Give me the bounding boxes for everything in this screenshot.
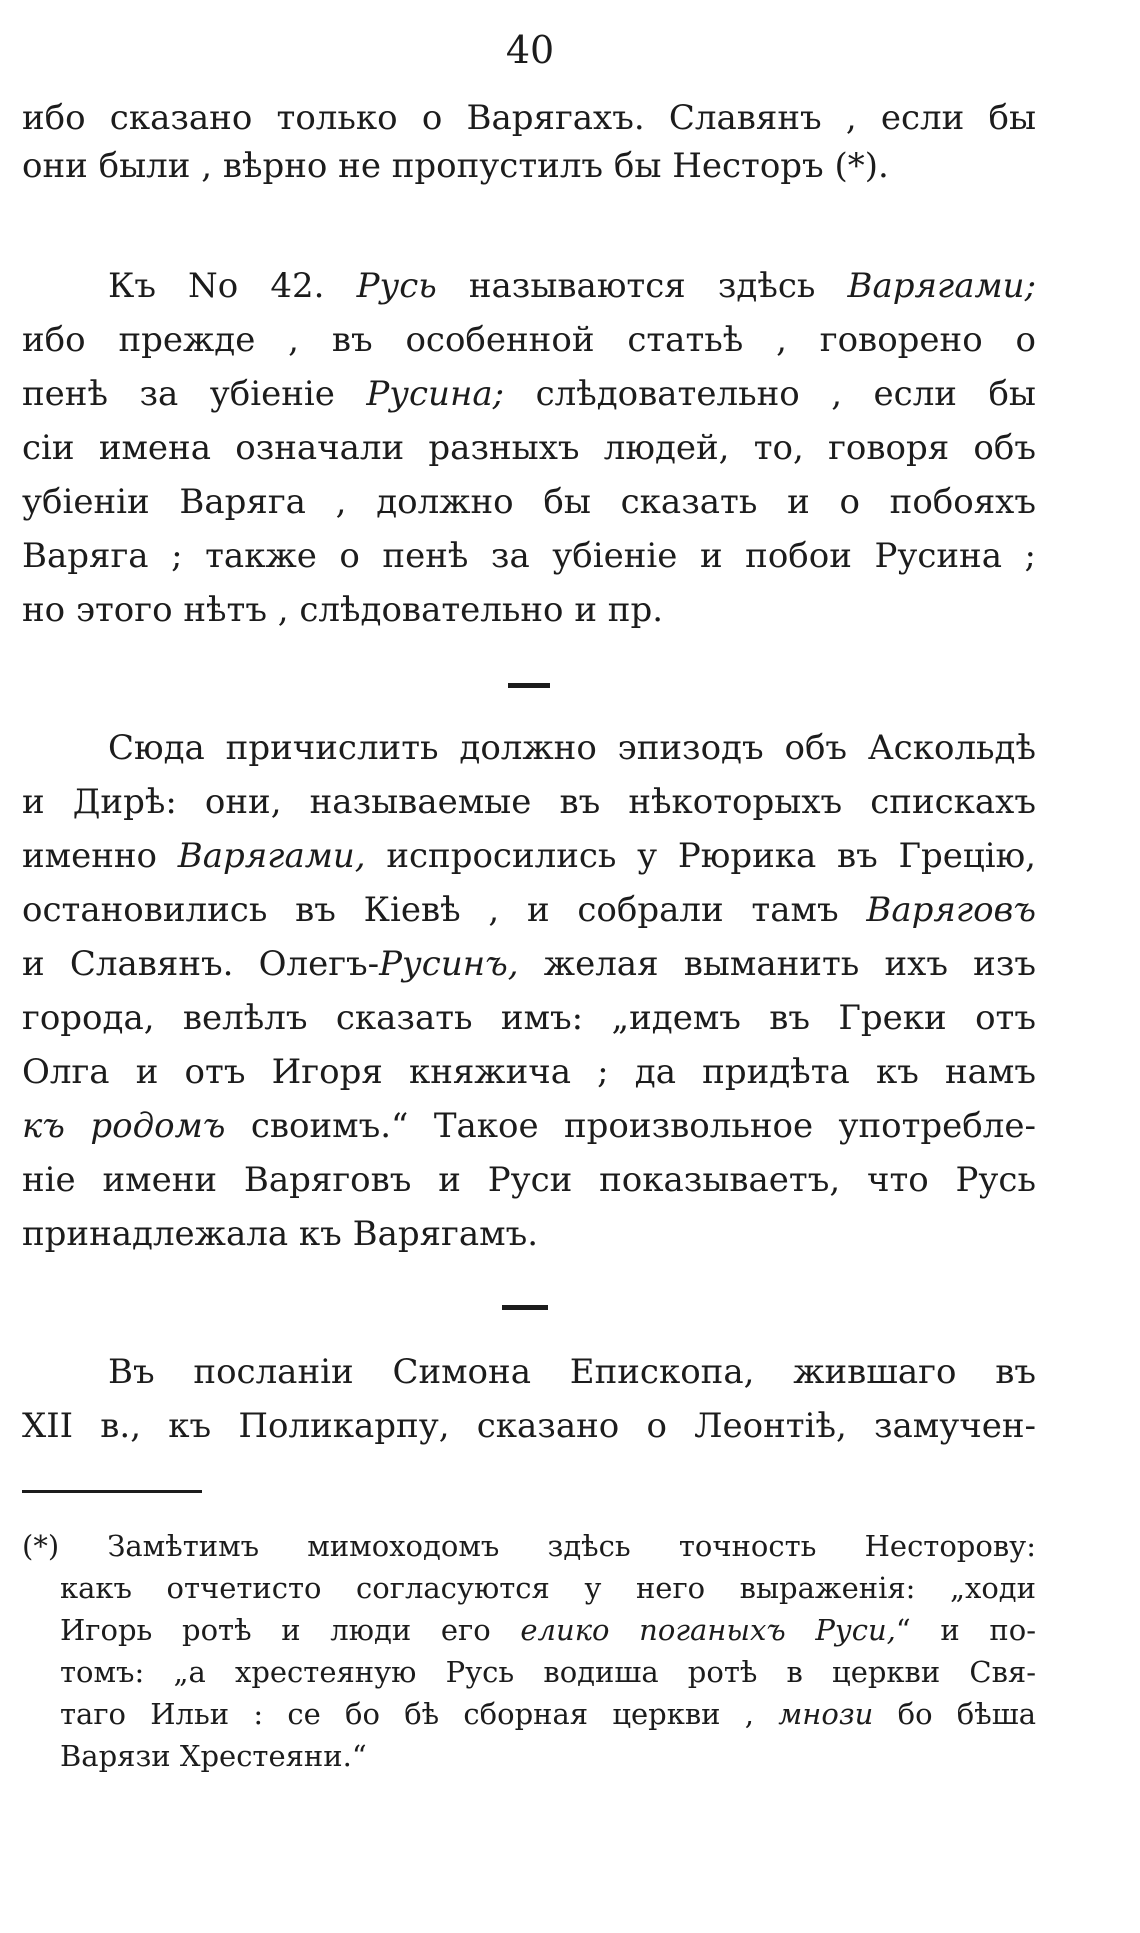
footnote-line — [22, 1528, 1036, 1564]
text-line — [22, 1160, 1036, 1200]
text-line — [22, 782, 1036, 822]
text-line — [108, 728, 1036, 768]
text-line-content: но этого нѣтъ , слѣдовательно и пр. — [22, 590, 664, 630]
italic-term: Варяговъ — [866, 890, 1036, 930]
footnote-text: томъ: „а хрестеяную Русь водиша ротѣ в церкви Свя- — [60, 1655, 1036, 1689]
footnote-text: (*) Замѣтимъ мимоходомъ здѣсь точность Несторову: — [22, 1529, 1036, 1563]
text-line — [22, 98, 1036, 138]
footnote-segment: Игорь ротѣ и люди его — [60, 1613, 491, 1647]
footnote-line — [60, 1570, 1036, 1606]
text-segment: называются здѣсь — [468, 266, 816, 306]
footnote-text: какъ отчетисто согласуются у него выраженія: „ходи — [60, 1571, 1036, 1605]
footnote-italic: мнози — [778, 1697, 874, 1731]
text-line — [22, 482, 1036, 522]
footnote-segment: “ и по- — [895, 1613, 1036, 1647]
text-line — [22, 890, 1036, 930]
text-line-content: и Дирѣ: они, называемые въ нѣкоторыхъ спискахъ — [22, 782, 1036, 822]
text-line-content: ніе имени Варяговъ и Руси показываетъ, что Русь — [22, 1160, 1036, 1200]
italic-term: Русинъ, — [379, 944, 519, 984]
text-line-content: принадлежала къ Варягамъ. — [22, 1214, 539, 1254]
footnote-line — [60, 1696, 1036, 1732]
footnote-segment: бо бѣша — [897, 1697, 1036, 1731]
text-line-content: города, велѣлъ сказать имъ: „идемъ въ Греки отъ — [22, 998, 1036, 1038]
text-segment: своимъ.“ Такое произвольное употребле- — [250, 1106, 1036, 1146]
text-line — [22, 536, 1036, 576]
text-line — [22, 944, 1036, 984]
italic-term: Русь — [356, 266, 437, 306]
section-divider — [508, 683, 550, 688]
text-line-content: Въ посланіи Симона Епископа, жившаго въ — [108, 1352, 1036, 1392]
text-line-content: сіи имена означали разныхъ людей, то, говоря объ — [22, 428, 1036, 468]
text-line — [22, 374, 1036, 414]
footnote-rule — [22, 1490, 202, 1493]
text-line — [22, 146, 1036, 186]
text-line-content: Сюда причислить должно эпизодъ объ Аскольдѣ — [108, 728, 1036, 768]
text-segment: испросились у Рюрика въ Грецію, — [386, 836, 1036, 876]
text-line — [22, 428, 1036, 468]
footnote-text: Варязи Хрестеяни.“ — [60, 1739, 367, 1773]
text-segment: именно — [22, 836, 158, 876]
footnote-italic: елико поганыхъ Руси, — [520, 1613, 896, 1647]
text-line — [108, 1352, 1036, 1392]
footnote-line — [60, 1654, 1036, 1690]
italic-term: Варягами, — [177, 836, 366, 876]
text-line — [22, 1214, 1036, 1254]
footnote-segment: таго Ильи : се бо бѣ сборная церкви , — [60, 1697, 754, 1731]
text-line-content: ибо прежде , въ особенной статьѣ , говорено о — [22, 320, 1036, 360]
text-segment: и Славянъ. Олегъ- — [22, 944, 380, 984]
footnote-line — [60, 1738, 1074, 1774]
text-line — [22, 1406, 1036, 1446]
text-line — [108, 266, 1036, 306]
text-line — [22, 590, 1036, 630]
text-line — [22, 1052, 1036, 1092]
text-line — [22, 1106, 1036, 1146]
text-segment: пенѣ за убіеніе — [22, 374, 335, 414]
italic-term: Варягами; — [847, 266, 1037, 306]
text-segment: Къ No 42. — [108, 266, 325, 306]
page-number: 40 — [505, 28, 555, 72]
text-segment: остановились въ Кіевѣ , и собрали тамъ — [22, 890, 839, 930]
text-line-content: Олга и отъ Игоря княжича ; да придѣта къ намъ — [22, 1052, 1036, 1092]
text-line — [22, 836, 1036, 876]
text-line-content: Варяга ; также о пенѣ за убіеніе и побои Русина ; — [22, 536, 1036, 576]
text-segment: слѣдовательно , если бы — [535, 374, 1036, 414]
italic-term: Русина; — [366, 374, 505, 414]
text-line — [22, 320, 1036, 360]
text-line — [22, 998, 1036, 1038]
text-segment: желая выманить ихъ изъ — [543, 944, 1036, 984]
text-line-content: убіеніи Варяга , должно бы сказать и о побояхъ — [22, 482, 1036, 522]
text-line-content: ибо сказано только о Варягахъ. Славянъ , если бы — [22, 98, 1036, 138]
footnote-line — [60, 1612, 1036, 1648]
text-line-content: XII в., къ Поликарпу, сказано о Леонтіѣ, замучен- — [22, 1406, 1036, 1446]
section-divider — [502, 1305, 548, 1310]
text-line-content: они были , вѣрно не пропустилъ бы Несторъ (*). — [22, 146, 889, 186]
italic-term: къ родомъ — [22, 1106, 226, 1146]
